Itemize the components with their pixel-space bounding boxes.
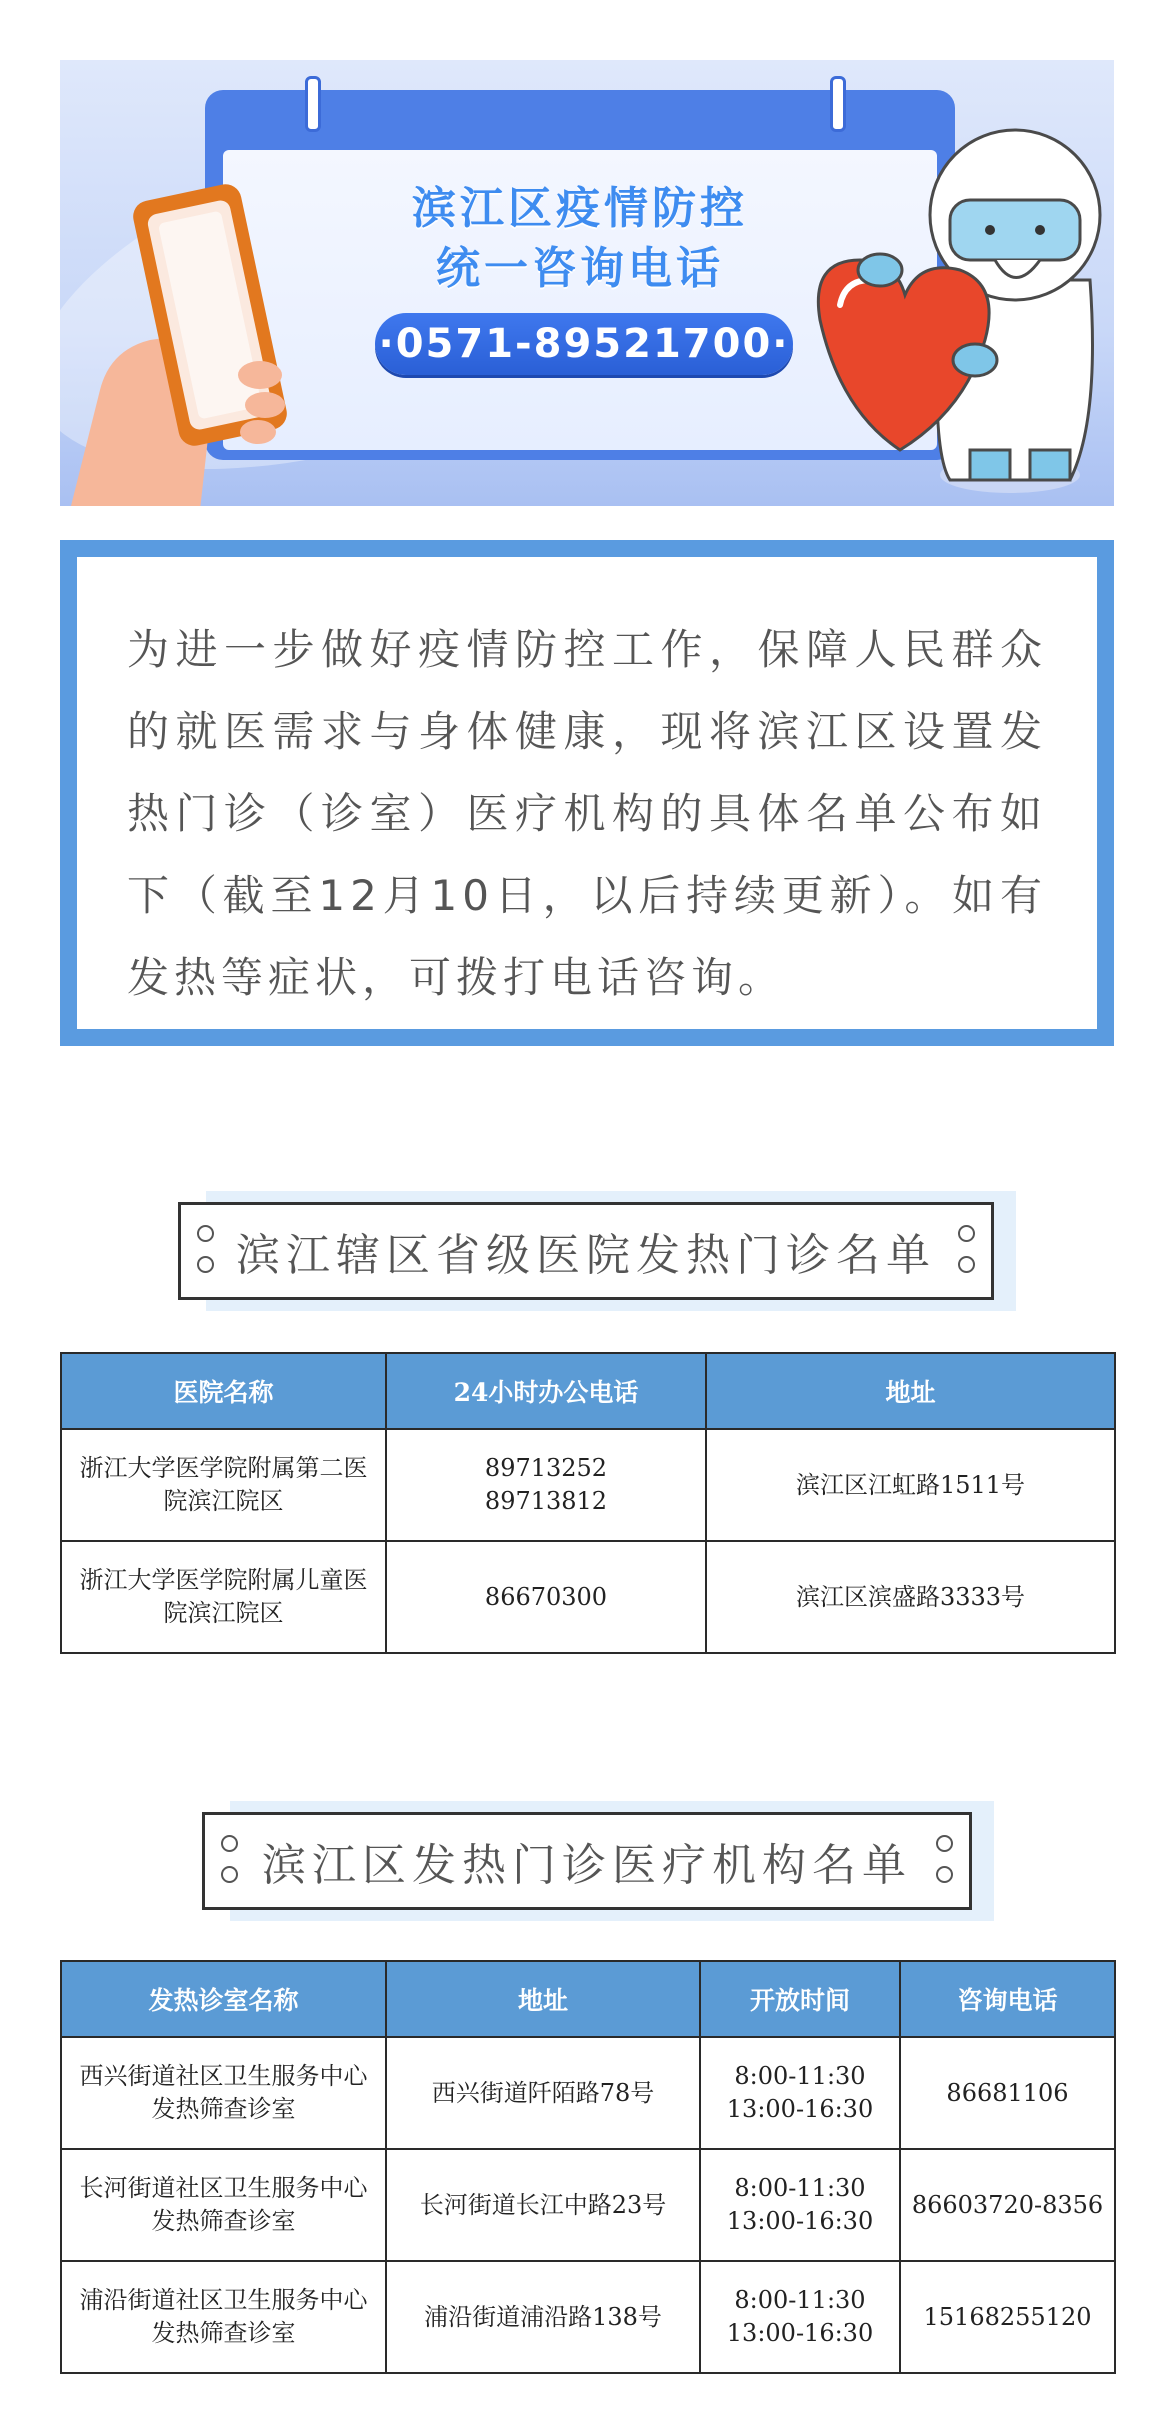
table-row (61, 1541, 1115, 1653)
hours-morning: 8:00-11:30 (734, 2174, 866, 2202)
column-header: 咨询电话 (900, 1961, 1115, 2037)
table-row (61, 2149, 1115, 2261)
section2-heading (202, 1812, 972, 1910)
clinic-address: 浦沿街道浦沿路138号 (386, 2261, 700, 2373)
column-header: 地址 (386, 1961, 700, 2037)
heading-dots-icon (221, 1835, 238, 1897)
clinic-name: 长河街道社区卫生服务中心发热筛查诊室 (61, 2149, 386, 2261)
hospital-address: 滨江区滨盛路3333号 (706, 1541, 1115, 1653)
hours-morning: 8:00-11:30 (734, 2062, 866, 2090)
intro-box (60, 540, 1114, 1046)
hours-afternoon: 13:00-16:30 (726, 2207, 874, 2235)
phone-number[interactable]: 86670300 (484, 1582, 608, 1611)
intro-box-inner (74, 554, 1100, 1032)
table-header-row (61, 1961, 1115, 2037)
column-header: 发热诊室名称 (61, 1961, 386, 2037)
phone-number[interactable]: 89713252 (484, 1454, 608, 1482)
hospital-phone (386, 1429, 706, 1541)
provincial-hospitals-table (60, 1352, 1116, 1654)
heading-dots-icon (958, 1225, 975, 1287)
clinic-hours (700, 2261, 900, 2373)
clinic-phone[interactable]: 86681106 (900, 2037, 1115, 2149)
hospital-name: 浙江大学医学院附属儿童医院滨江院区 (61, 1541, 386, 1653)
table-header-row (61, 1353, 1115, 1429)
banner-title-line1: 滨江区疫情防控 (412, 183, 748, 234)
clinic-phone[interactable]: 15168255120 (900, 2261, 1115, 2373)
clinic-name: 西兴街道社区卫生服务中心发热筛查诊室 (61, 2037, 386, 2149)
table-row (61, 2261, 1115, 2373)
heading-dots-icon (936, 1835, 953, 1897)
column-header: 开放时间 (700, 1961, 900, 2037)
board-pin-icon (305, 76, 321, 132)
hospital-phone (386, 1541, 706, 1653)
column-header: 地址 (706, 1353, 1115, 1429)
table-row (61, 1429, 1115, 1541)
intro-paragraph: 为进一步做好疫情防控工作，保障人民群众的就医需求与身体健康，现将滨江区设置发热门诊（诊室）医疗机构的具体名单公布如下（截至12月10日，以后持续更新）。如有发热等症状，可拨打电话咨询。 (127, 625, 1047, 1002)
hospital-name: 浙江大学医学院附属第二医院滨江院区 (61, 1429, 386, 1541)
column-header: 24小时办公电话 (386, 1353, 706, 1429)
hotline-phone-number[interactable]: ·0571-89521700· (375, 313, 793, 375)
column-header: 医院名称 (61, 1353, 386, 1429)
hours-morning: 8:00-11:30 (734, 2286, 866, 2314)
clinic-hours (700, 2037, 900, 2149)
clinic-address: 西兴街道阡陌路78号 (386, 2037, 700, 2149)
clinic-hours (700, 2149, 900, 2261)
clinic-name: 浦沿街道社区卫生服务中心发热筛查诊室 (61, 2261, 386, 2373)
hours-afternoon: 13:00-16:30 (726, 2095, 874, 2123)
heading-dots-icon (197, 1225, 214, 1287)
hand-holding-phone-icon (60, 160, 290, 506)
table-row (61, 2037, 1115, 2149)
section1-heading (178, 1202, 994, 1300)
clinic-address: 长河街道长江中路23号 (386, 2149, 700, 2261)
hotline-banner (60, 60, 1114, 506)
hospital-address: 滨江区江虹路1511号 (706, 1429, 1115, 1541)
section2-title: 滨江区发热门诊医疗机构名单 (262, 1840, 912, 1891)
hours-afternoon: 13:00-16:30 (726, 2319, 874, 2347)
clinic-phone[interactable]: 86603720-8356 (900, 2149, 1115, 2261)
fever-clinics-table (60, 1960, 1116, 2374)
banner-title-line2: 统一咨询电话 (436, 243, 724, 294)
doctor-with-heart-icon (800, 120, 1114, 506)
section1-title: 滨江辖区省级医院发热门诊名单 (236, 1230, 936, 1281)
phone-number[interactable]: 89713812 (484, 1487, 608, 1515)
